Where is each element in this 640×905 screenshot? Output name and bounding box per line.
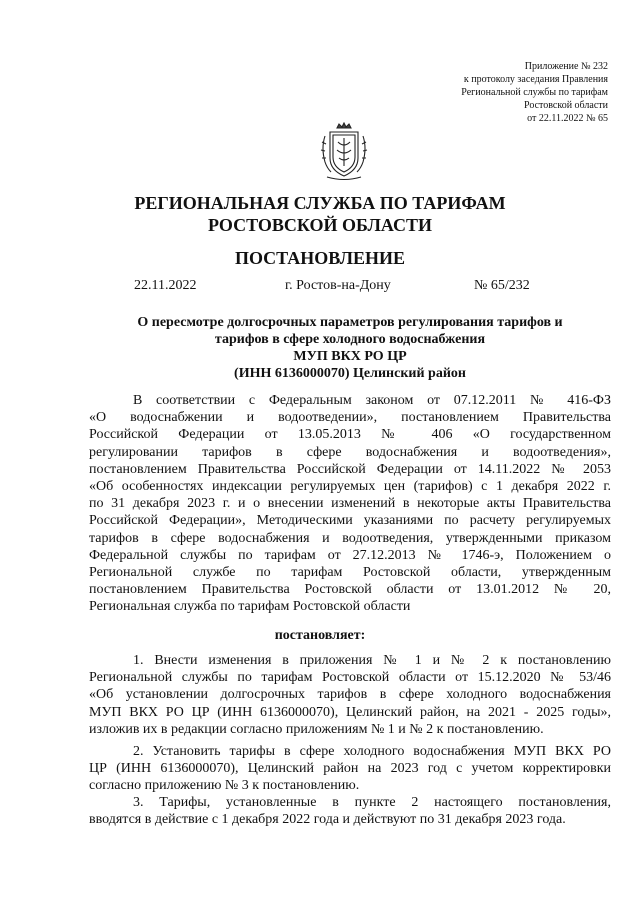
item-1-paragraph — [89, 652, 611, 738]
subject-line: О пересмотре долгосрочных параметров регулирования тарифов и — [137, 315, 563, 330]
text-line: «Об особенностях индексации регулируемых цен (тарифов) с 1 декабря 2022 г. — [89, 479, 611, 495]
text-line: постановлением Правительства Ростовской области от 13.01.2012 № 20, — [89, 582, 611, 598]
subject-line: (ИНН 6136000070) Целинский район — [234, 366, 466, 381]
appendix-line: Региональной службы по тарифам — [461, 87, 608, 98]
text-line: тарифов в сфере водоснабжения и водоотведения, утвержденными приказом — [89, 530, 611, 546]
decree-word: постановляет: — [274, 628, 366, 643]
appendix-line: Приложение № 232 — [524, 61, 608, 72]
text-line: Российской Федерации от 13.05.2013 № 406 «О государственном — [89, 427, 611, 443]
appendix-line: от 22.11.2022 № 65 — [527, 113, 608, 124]
document-date: 22.11.2022 — [134, 278, 197, 293]
subject-line: МУП ВКХ РО ЦР — [293, 349, 407, 364]
text-line: по 31 декабря 2023 г. и о внесении изменений в некоторые акты Правительства — [89, 496, 611, 512]
appendix-note — [461, 60, 608, 125]
text-line: «Об установлении долгосрочных тарифов в сфере холодного водоснабжения — [89, 687, 611, 703]
text-line: ЦР (ИНН 6136000070), Целинский район на 2023 год с учетом корректировки — [89, 761, 611, 777]
text-line: Российской Федерации», Методическими указаниями по расчету регулируемых — [89, 513, 611, 529]
appendix-line: Ростовской области — [524, 100, 608, 111]
item-2-paragraph — [89, 743, 611, 795]
text-line: изложив их в редакции согласно приложениям № 1 и № 2 к постановлению. — [89, 721, 544, 737]
subject-line: тарифов в сфере холодного водоснабжения — [214, 332, 486, 347]
text-line: 3. Тарифы, установленные в пункте 2 настоящего постановления, — [133, 795, 611, 810]
document-place: г. Ростов-на-Дону — [285, 278, 391, 293]
text-line: Региональной службы по тарифам Ростовской области от 15.12.2020 № 53/46 — [89, 670, 611, 686]
text-line: Федеральной службы по тарифам от 27.12.2013 № 1746-э, Положением о — [89, 547, 611, 563]
organization-name-line: РЕГИОНАЛЬНАЯ СЛУЖБА ПО ТАРИФАМ — [134, 193, 506, 213]
text-line: постановлением Правительства Российской Федерации от 14.11.2022 № 2053 — [89, 461, 611, 477]
organization-name-line: РОСТОВСКОЙ ОБЛАСТИ — [208, 215, 432, 235]
coat-of-arms-icon — [317, 122, 371, 182]
text-line: «О водоснабжении и водоотведении», постановлением Правительства — [89, 410, 611, 426]
text-line: 2. Установить тарифы в сфере холодного водоснабжения МУП ВКХ РО — [133, 744, 611, 759]
text-line: МУП ВКХ РО ЦР (ИНН 6136000070), Целинский район, на 2021 - 2025 годы», — [89, 704, 611, 720]
text-line: Региональной службе по тарифам Ростовской области, утвержденным — [89, 565, 611, 581]
text-line: регулировании тарифов в сфере водоснабжения и водоотведения», — [89, 444, 611, 460]
organization-name — [0, 192, 640, 236]
document-type-title: ПОСТАНОВЛЕНИЕ — [234, 248, 406, 268]
text-line: Региональная служба по тарифам Ростовской области — [89, 599, 411, 615]
text-line: вводятся в действие с 1 декабря 2022 года и действуют по 31 декабря 2023 года. — [89, 812, 566, 828]
appendix-line: к протоколу заседания Правления — [463, 74, 608, 85]
text-line: 1. Внести изменения в приложения № 1 и № 2 к постановлению — [133, 653, 611, 668]
document-subject — [90, 314, 610, 382]
item-3-paragraph — [89, 794, 611, 828]
text-line: В соответствии с Федеральным законом от 07.12.2011 № 416-ФЗ — [133, 393, 611, 408]
text-line: согласно приложению № 3 к постановлению. — [89, 778, 360, 794]
preamble-paragraph — [89, 392, 611, 616]
document-number: № 65/232 — [474, 278, 530, 293]
